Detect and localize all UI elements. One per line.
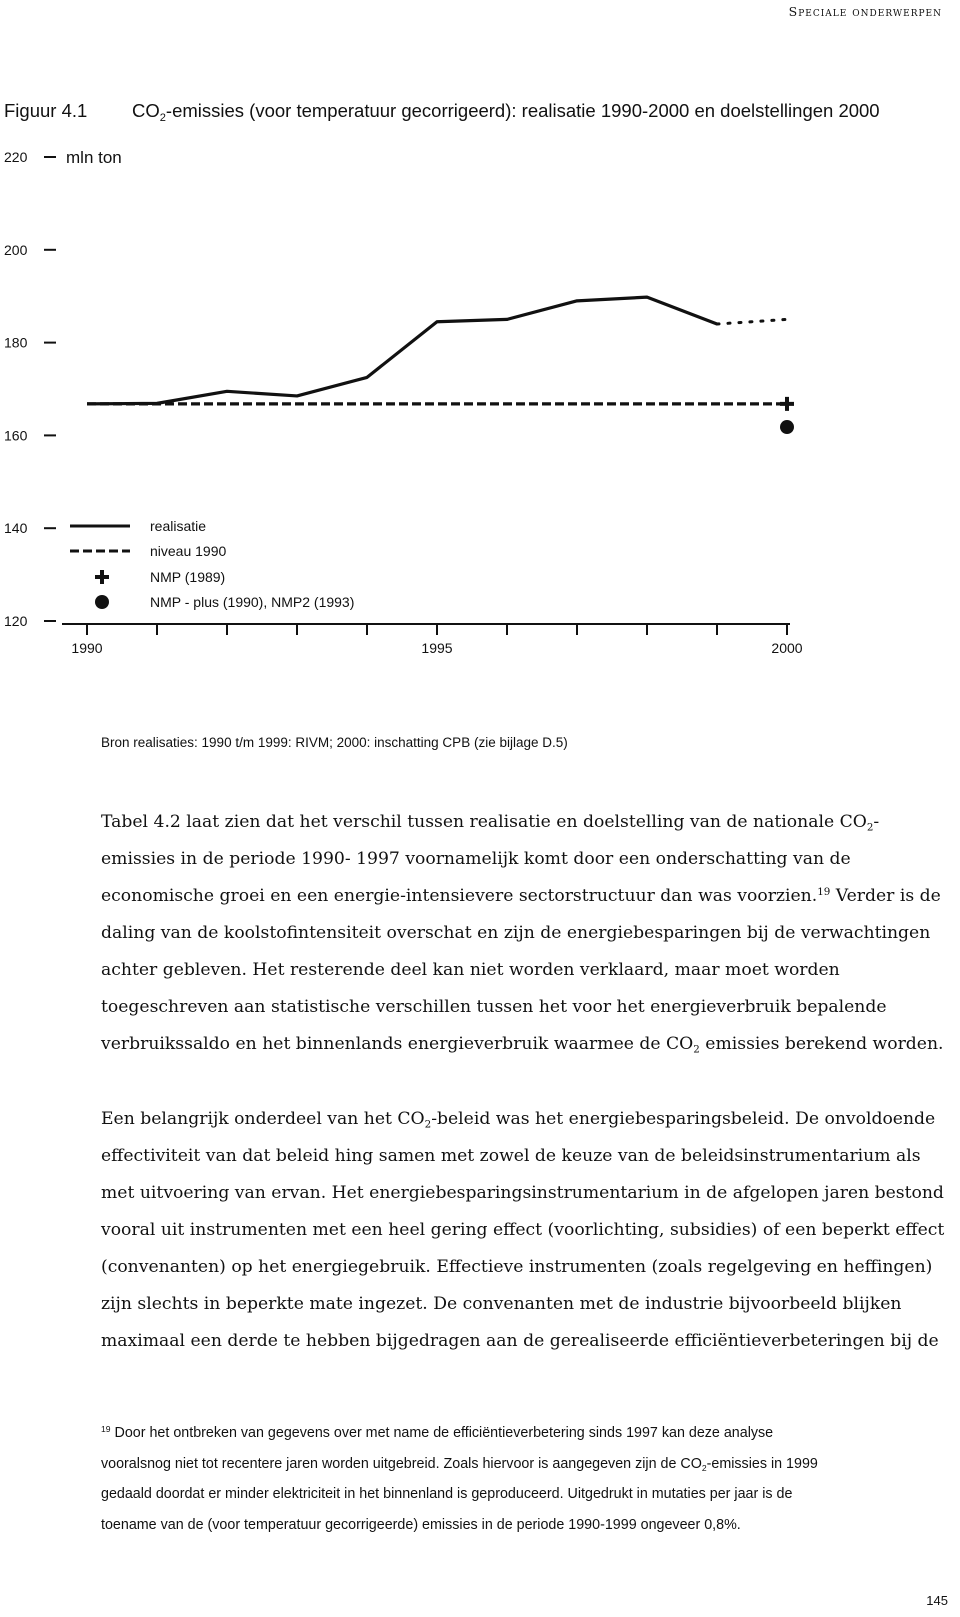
running-header: Speciale onderwerpen [788, 4, 942, 19]
y-tick-label: 180 [4, 334, 28, 351]
x-tick-label: 1995 [421, 640, 453, 656]
footnote-number: 19 [101, 1423, 111, 1434]
text-line: toename van de (voor temperatuur gecorrigeerde) emissies in de periode 1990-1999 ongeveer 0,8%. [101, 1516, 741, 1533]
legend-swatch-dot [95, 595, 109, 609]
figure-label: Figuur 4.1 [4, 100, 88, 121]
series-layer [87, 297, 794, 434]
legend-label: NMP (1989) [150, 569, 226, 585]
x-tick-label: 2000 [771, 640, 803, 656]
y-axis [4, 149, 56, 629]
text-line: gedaald doordat er minder elektriciteit in het binnenland is geproduceerd. Uitgedrukt in mutaties per jaar is de [101, 1486, 793, 1502]
paragraph-1 [101, 804, 944, 1063]
marker-nmp-plus [780, 420, 794, 434]
legend-label: realisatie [150, 518, 207, 534]
legend-label: niveau 1990 [150, 543, 227, 559]
text-line: daling van de koolstofintensiteit overschat en zijn de energiebesparingen bij de verwachtingen [101, 923, 931, 943]
text-line: vooral uit instrumenten met een heel gering effect (voorlichting, subsidies) of een beperkt effect [101, 1220, 945, 1240]
text-line: economische groei en een energie-intensievere sectorstructuur dan was voorzien.$^{19}$ Verder is de [101, 885, 941, 906]
y-tick-label: 120 [4, 613, 28, 629]
text-line: maximaal een derde te hebben bijgedragen aan de gerealiseerde efficiëntieverbeteringen bij de [101, 1331, 939, 1351]
text-line: $^{19}$ Door het ontbreken van gegevens over met name de efficiëntieverbetering sinds 1997 kan deze analyse [101, 1423, 774, 1441]
series-projection-2000 [717, 319, 787, 324]
text-line: effectiviteit van dat beleid hing samen met zowel de keuze van de beleidsinstrumentarium als [101, 1146, 921, 1166]
text-line: achter gebleven. Het resterende deel kan niet worden verklaard, maar moet worden [101, 960, 840, 980]
y-tick-label: 160 [4, 427, 28, 444]
x-tick-label: 1990 [71, 640, 103, 656]
series-realisatie [87, 297, 717, 404]
figure-title: $CO_2$-emissies (voor temperatuur gecorrigeerd): realisatie 1990-2000 en doelstellingen 2000 [132, 100, 880, 124]
text-line: Tabel 4.2 laat zien dat het verschil tussen realisatie en doelstelling van de nationale $CO_2-$ [101, 812, 880, 834]
page-number: 145 [926, 1593, 948, 1608]
legend-swatch-plus [95, 570, 109, 584]
paragraph-2 [101, 1101, 945, 1360]
text-line: toegeschreven aan statistische verschillen tussen het voor het energieverbruik bepalende [101, 997, 887, 1017]
footnote-ref[interactable]: 19 [817, 885, 831, 898]
text-line: verbruikssaldo en het binnenlands energieverbruik waarmee de $CO_2$ emissies berekend worden. [101, 1034, 944, 1056]
legend [70, 518, 354, 610]
text-line: (convenanten) op het energiegebruik. Effectieve instrumenten (zoals regelgeving en heffingen) [101, 1257, 933, 1277]
co2-emissions-chart [0, 0, 960, 700]
y-tick-label: 140 [4, 520, 28, 537]
unit-label: mln ton [66, 148, 122, 167]
legend-label: NMP - plus (1990), NMP2 (1993) [150, 594, 355, 610]
x-axis [62, 624, 803, 656]
text-line: emissies in de periode 1990- 1997 voornamelijk komt door een onderschatting van de [101, 849, 851, 869]
source-note: Bron realisaties: 1990 t/m 1999: RIVM; 2000: inschatting CPB (zie bijlage D.5) [101, 735, 568, 750]
text-line: vooralsnog niet tot recentere jaren worden uitgebreid. Zoals hiervoor is aangegeven zijn de $CO_2$-emissies in 1999 [101, 1455, 818, 1473]
marker-nmp-1989 [780, 397, 794, 411]
text-line: met uitvoering van ervan. Het energiebesparingsinstrumentarium in de afgelopen jaren bestond [101, 1183, 944, 1203]
footnote [101, 1418, 951, 1540]
text-line: zijn slechts in beperkte mate ingezet. De convenanten met de industrie bijvoorbeeld blijken [101, 1294, 902, 1314]
y-tick-label: 200 [4, 241, 28, 258]
y-tick-label: 220 [4, 149, 28, 165]
text-line: Een belangrijk onderdeel van het $CO_2$-beleid was het energiebesparingsbeleid. De onvoldoende [101, 1109, 936, 1131]
